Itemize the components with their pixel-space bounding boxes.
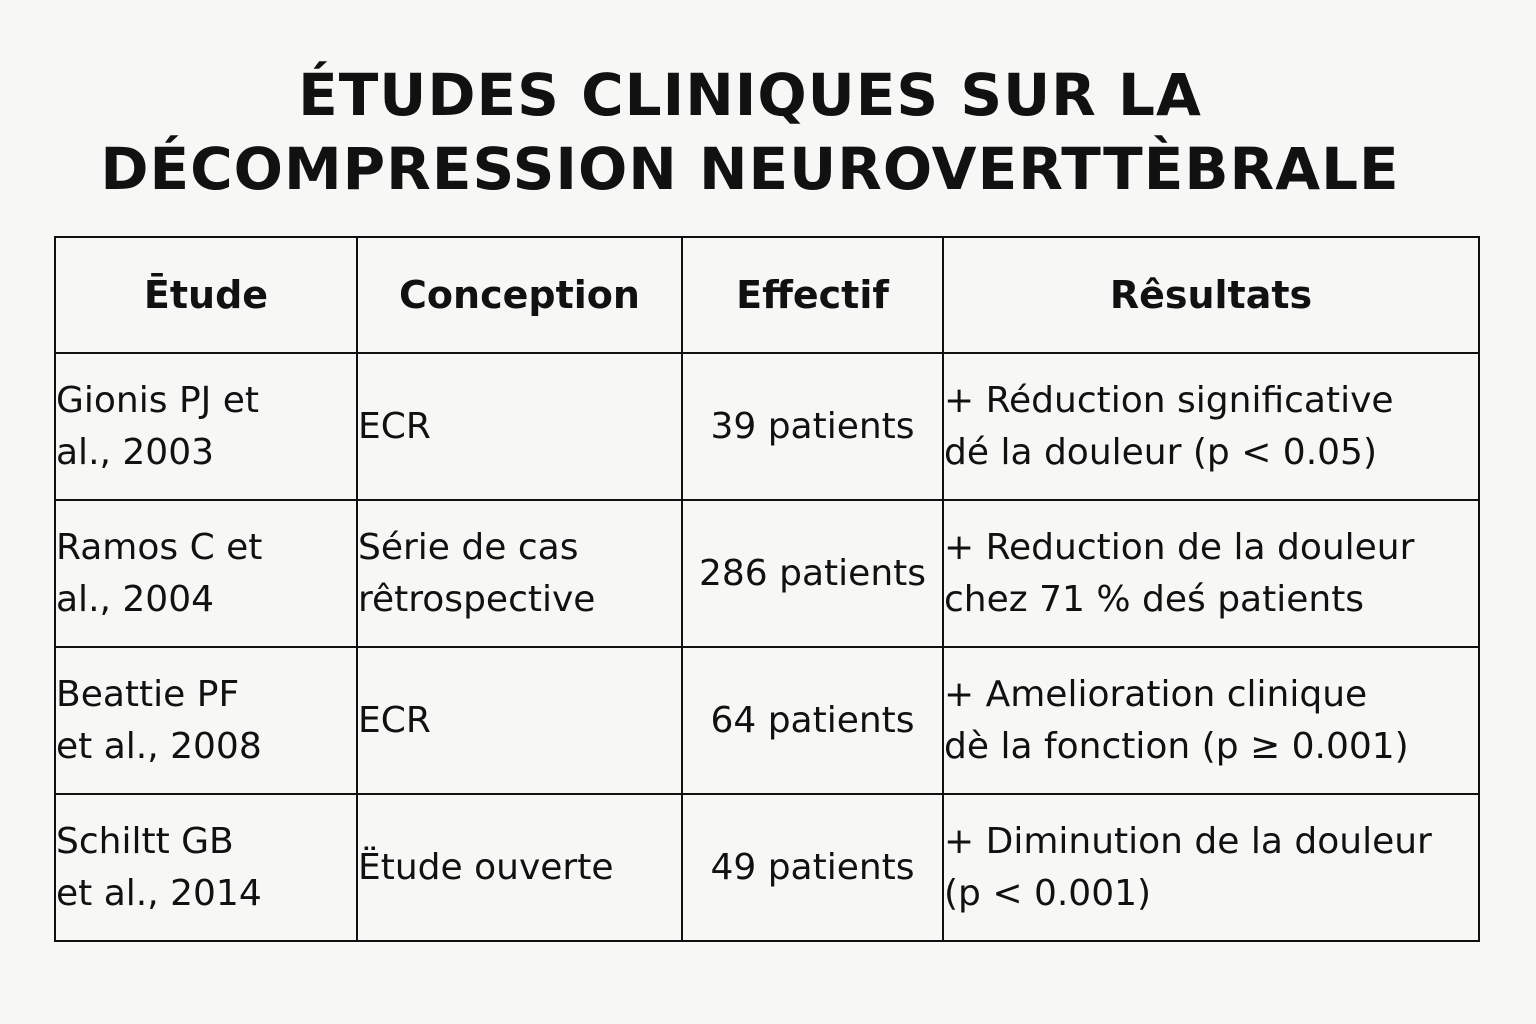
effectif-text: 64 patients [710, 699, 915, 741]
cell-effectif [682, 353, 943, 500]
effectif-text: 39 patients [710, 405, 915, 447]
cell-resultats [943, 794, 1479, 941]
header-conception: Conception [357, 237, 682, 353]
effectif-text: 49 patients [710, 846, 915, 888]
studies-table [54, 236, 1480, 942]
cell-etude [55, 500, 357, 647]
etude-text: Ramos C et al., 2004 [56, 526, 263, 620]
cell-effectif [682, 500, 943, 647]
table-row [55, 500, 1479, 647]
cell-etude [55, 647, 357, 794]
resultats-text: + Amelioration clinique dè la fonction (p ≥ 0.001) [944, 673, 1409, 767]
etude-text: Gionis PJ et al., 2003 [56, 379, 259, 473]
conception-text: ECR [358, 699, 431, 741]
cell-resultats [943, 647, 1479, 794]
table-row [55, 794, 1479, 941]
cell-effectif [682, 794, 943, 941]
header-resultats: Rêsultats [943, 237, 1479, 353]
cell-resultats [943, 353, 1479, 500]
cell-effectif [682, 647, 943, 794]
header-effectif: Effectif [682, 237, 943, 353]
header-etude: Ētude [55, 237, 357, 353]
cell-conception [357, 500, 682, 647]
cell-etude [55, 794, 357, 941]
cell-etude [55, 353, 357, 500]
title-line-1: ÉTUDES CLINIQUES SUR LA [298, 61, 1202, 129]
table-row [55, 647, 1479, 794]
resultats-text: + Diminution de la douleur (p < 0.001) [944, 820, 1432, 914]
table-row [55, 353, 1479, 500]
title-line-2: DÉCOMPRESSION NEUROVERTTÈBRALE [100, 135, 1400, 203]
table-header-row [55, 237, 1479, 353]
conception-text: Ëtude ouverte [358, 846, 614, 888]
resultats-text: + Reduction de la douleur chez 71 % deś patients [944, 526, 1415, 620]
resultats-text: + Réduction significative dé la douleur (p < 0.05) [944, 379, 1394, 473]
conception-text: ECR [358, 405, 431, 447]
effectif-text: 286 patients [698, 552, 927, 594]
cell-conception [357, 647, 682, 794]
cell-conception [357, 794, 682, 941]
cell-conception [357, 353, 682, 500]
etude-text: Schiltt GB et al., 2014 [56, 820, 262, 914]
conception-text: Série de cas rêtrospective [358, 526, 596, 620]
etude-text: Beattie PF et al., 2008 [56, 673, 262, 767]
page-title [0, 58, 1500, 206]
cell-resultats [943, 500, 1479, 647]
